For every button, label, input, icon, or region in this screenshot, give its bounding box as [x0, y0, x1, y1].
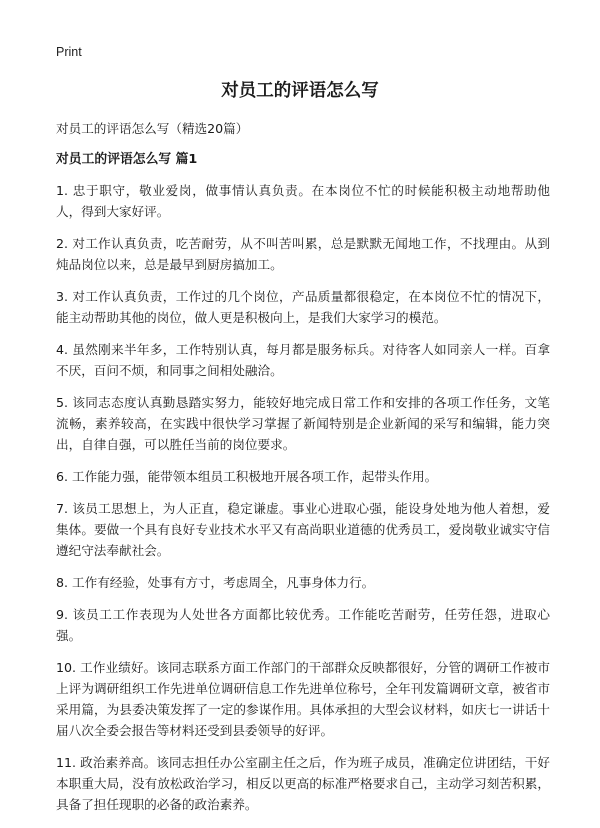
page-title: 对员工的评语怎么写: [221, 81, 379, 101]
document-body: [56, 120, 550, 826]
list-item: 11. 政治素养高。该同志担任办公室副主任之后，作为班子成员，准确定位讲团结，干好本职重大局，没有放松政治学习，相反以更高的标准严格要求自己，主动学习刻苦积累，具备了担任现职的必备的政治素养。: [56, 755, 550, 812]
list-item: 3. 对工作认真负责，工作过的几个岗位，产品质量都很稳定，在本岗位不忙的情况下，能主动帮助其他的岗位，做人更是积极向上，是我们大家学习的模范。: [56, 289, 550, 325]
list-item: 8. 工作有经验，处事有方寸，考虑周全，凡事身体力行。: [56, 575, 375, 590]
list-item: 9. 该员工工作表现为人处世各方面都比较优秀。工作能吃苦耐劳，任劳任怨，进取心强。: [56, 607, 550, 643]
list-item: 6. 工作能力强，能带领本组员工积极地开展各项工作，起带头作用。: [56, 469, 438, 484]
section-heading: 对员工的评语怎么写 篇1: [56, 152, 198, 167]
list-item: 4. 虽然刚来半年多，工作特别认真，每月都是服务标兵。对待客人如同亲人一样。百拿不厌，百问不烦，和同事之间相处融洽。: [56, 342, 550, 378]
list-item: 10. 工作业绩好。该同志联系方面工作部门的干部群众反映都很好，分管的调研工作被市上评为调研组织工作先进单位调研信息工作先进单位称号，全年刊发篇调研文章，被省市采用篇，为县委决策发挥了一定的参谋作用。具体承担的大型会议材料，如庆七一讲话十届八次全委会报告等材料还受到县委领导的好评。: [56, 660, 550, 738]
print-link[interactable]: Print: [56, 45, 82, 59]
document-subtitle: 对员工的评语怎么写（精选20篇）: [56, 121, 249, 136]
list-item: 1. 忠于职守，敬业爱岗，做事情认真负责。在本岗位不忙的时候能积极主动地帮助他人，得到大家好评。: [56, 183, 550, 219]
list-item: 5. 该同志态度认真勤恳踏实努力，能较好地完成日常工作和安排的各项工作任务，文笔流畅，素养较高，在实践中很快学习掌握了新闻特别是企业新闻的采写和编辑，能力突出，自律自强，可以胜任当前的岗位要求。: [56, 395, 550, 452]
list-item: 7. 该员工思想上，为人正直，稳定谦虚。事业心进取心强，能设身处地为他人着想，爱集体。要做一个具有良好专业技术水平又有高尚职业道德的优秀员工，爱岗敬业诚实守信遵纪守法奉献社会。: [56, 501, 550, 558]
list-item: 2. 对工作认真负责，吃苦耐劳，从不叫苦叫累，总是默默无闻地工作，不找理由。从到炖品岗位以来，总是最早到厨房搞加工。: [56, 236, 550, 272]
